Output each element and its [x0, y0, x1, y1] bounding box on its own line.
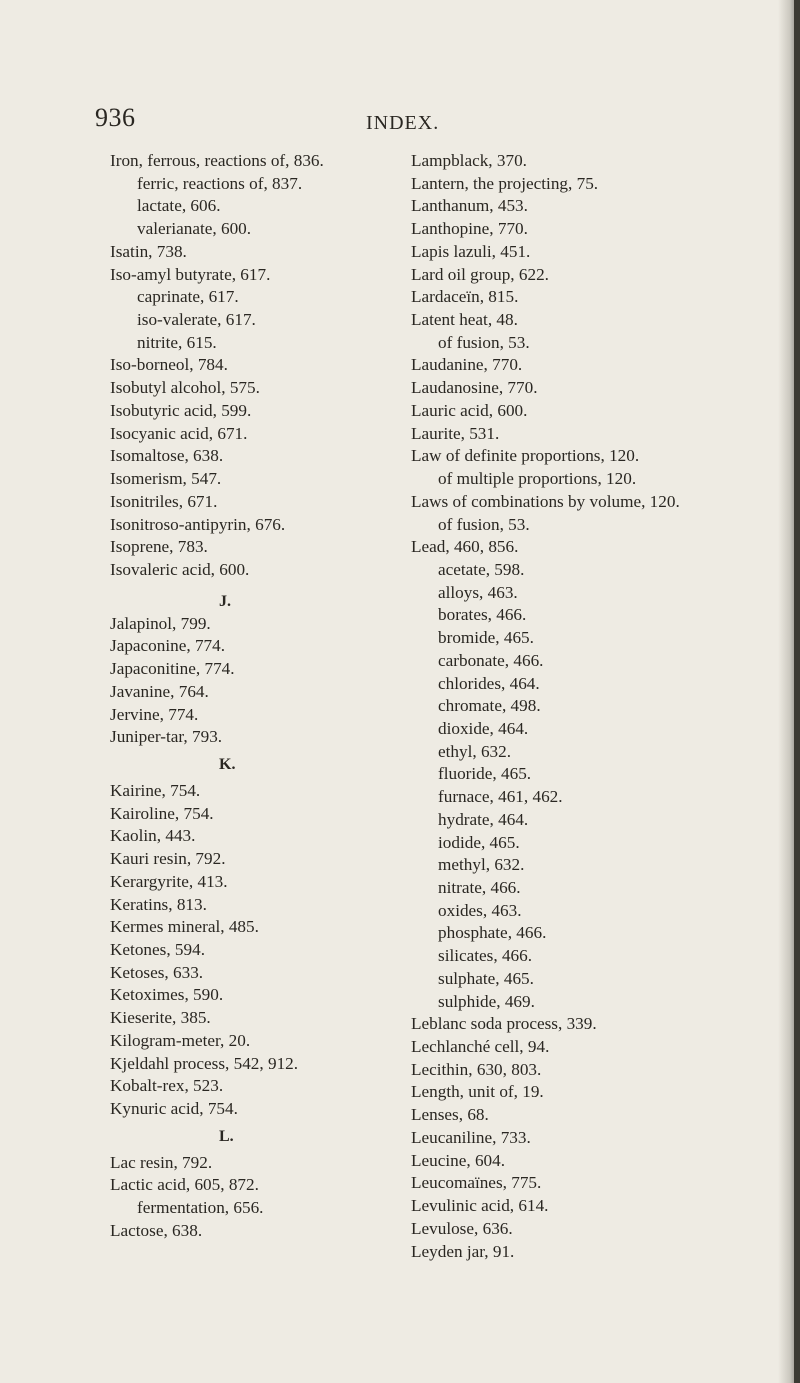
index-entry: Lactic acid, 605, 872. [110, 1175, 259, 1195]
index-entry: Lecithin, 630, 803. [411, 1059, 542, 1079]
index-entry: Isonitroso-antipyrin, 676. [110, 514, 286, 534]
index-entry: Leblanc soda process, 339. [411, 1014, 597, 1034]
index-entry: Isocyanic acid, 671. [110, 423, 248, 443]
page-title: INDEX. [366, 112, 440, 134]
index-entry: Kairoline, 754. [110, 803, 214, 823]
index-entry: Keratins, 813. [110, 894, 207, 914]
index-subentry: bromide, 465. [438, 628, 534, 648]
index-entry: Isomerism, 547. [110, 469, 222, 489]
index-entry: Isomaltose, 638. [110, 446, 224, 466]
index-subentry: iso-valerate, 617. [137, 310, 256, 330]
section-letter-k: K. [219, 755, 236, 773]
index-subentry: of fusion, 53. [438, 514, 530, 534]
index-entry: Lauric acid, 600. [411, 400, 528, 420]
index-entry: Jervine, 774. [110, 704, 199, 724]
index-entry: Lac resin, 792. [110, 1152, 213, 1172]
index-entry: Ketoses, 633. [110, 962, 204, 982]
index-entry: Lanthanum, 453. [411, 196, 528, 216]
index-entry: Japaconitine, 774. [110, 659, 235, 679]
index-subentry: caprinate, 617. [137, 287, 239, 307]
index-entry: Laurite, 531. [411, 423, 500, 443]
index-entry: Kaolin, 443. [110, 826, 196, 846]
index-entry: Iso-borneol, 784. [110, 355, 228, 375]
index-subentry: of multiple proportions, 120. [438, 469, 637, 489]
index-entry: Laudanosine, 770. [411, 378, 538, 398]
index-subentry: sulphide, 469. [438, 991, 535, 1011]
index-entry: Leyden jar, 91. [411, 1241, 515, 1261]
binding-edge [794, 0, 800, 1383]
index-entry: Leucomaïnes, 775. [411, 1173, 542, 1193]
index-entry: Kerargyrite, 413. [110, 871, 228, 891]
index-entry: Kynuric acid, 754. [110, 1099, 238, 1119]
index-entry: Law of definite proportions, 120. [411, 446, 640, 466]
index-entry: Kieserite, 385. [110, 1008, 211, 1028]
index-column-right [411, 150, 680, 1263]
index-entry: Isoprene, 783. [110, 537, 208, 557]
index-group-i [110, 150, 324, 582]
index-group-l-continued [411, 150, 680, 1263]
index-subentry: oxides, 463. [438, 900, 522, 920]
index-entry: Kermes mineral, 485. [110, 917, 259, 937]
index-entry: Lardaceïn, 815. [411, 287, 519, 307]
index-entry: Lantern, the projecting, 75. [411, 173, 599, 193]
index-subentry: nitrate, 466. [438, 878, 521, 897]
index-subentry: silicates, 466. [438, 946, 533, 966]
index-entry: Ketones, 594. [110, 940, 205, 959]
index-entry: Laudanine, 770. [411, 355, 523, 375]
index-entry: Iso-amyl butyrate, 617. [110, 264, 271, 284]
index-entry: Kauri resin, 792. [110, 849, 226, 869]
index-subentry: iodide, 465. [438, 832, 520, 852]
index-subentry: ethyl, 632. [438, 741, 512, 761]
page-number: 936 [95, 103, 136, 132]
index-entry: Lead, 460, 856. [411, 537, 519, 557]
index-entry: Juniper-tar, 793. [110, 727, 223, 747]
index-entry: Lampblack, 370. [411, 151, 527, 170]
index-subentry: sulphate, 465. [438, 968, 534, 988]
index-subentry: nitrite, 615. [137, 332, 217, 352]
index-entry: Iron, ferrous, reactions of, 836. [110, 151, 324, 170]
index-entry: Kjeldahl process, 542, 912. [110, 1053, 299, 1073]
index-entry: Lactose, 638. [110, 1220, 203, 1240]
section-letter-j: J. [219, 592, 231, 610]
index-entry: Latent heat, 48. [411, 310, 518, 330]
index-subentry: chlorides, 464. [438, 673, 540, 693]
index-entry: Isonitriles, 671. [110, 491, 218, 511]
index-subentry: phosphate, 466. [438, 923, 547, 943]
index-subentry: of fusion, 53. [438, 332, 530, 352]
index-subentry: ferric, reactions of, 837. [137, 173, 303, 193]
index-entry: Ketoximes, 590. [110, 985, 224, 1005]
index-entry: Laws of combinations by volume, 120. [411, 491, 680, 511]
index-subentry: fermentation, 656. [137, 1198, 264, 1218]
index-column-left [110, 150, 324, 1243]
index-group-k [110, 780, 324, 1121]
index-entry: Isatin, 738. [110, 241, 187, 261]
index-subentry: dioxide, 464. [438, 718, 529, 738]
index-entry: Javanine, 764. [110, 681, 209, 701]
index-subentry: carbonate, 466. [438, 650, 544, 670]
index-entry: Lechlanché cell, 94. [411, 1037, 550, 1057]
index-entry: Isobutyric acid, 599. [110, 400, 252, 420]
index-entry: Isovaleric acid, 600. [110, 559, 250, 579]
index-entry: Levulinic acid, 614. [411, 1196, 549, 1216]
index-entry: Kobalt-rex, 523. [110, 1076, 224, 1096]
index-entry: Kairine, 754. [110, 780, 201, 800]
index-subentry: borates, 466. [438, 605, 527, 625]
index-subentry: lactate, 606. [137, 196, 221, 216]
index-entry: Leucaniline, 733. [411, 1127, 531, 1147]
index-entry: Lapis lazuli, 451. [411, 241, 531, 261]
index-subentry: furnace, 461, 462. [438, 787, 563, 807]
index-group-j [110, 613, 324, 749]
index-entry: Lard oil group, 622. [411, 264, 549, 284]
index-subentry: valerianate, 600. [137, 219, 252, 239]
index-entry: Lenses, 68. [411, 1105, 489, 1125]
index-entry: Kilogram-meter, 20. [110, 1030, 251, 1050]
index-entry: Japaconine, 774. [110, 636, 226, 656]
index-subentry: acetate, 598. [438, 559, 525, 579]
index-subentry: fluoride, 465. [438, 764, 532, 784]
index-entry: Length, unit of, 19. [411, 1082, 544, 1102]
index-entry: Leucine, 604. [411, 1150, 506, 1170]
index-entry: Isobutyl alcohol, 575. [110, 378, 260, 398]
index-subentry: alloys, 463. [438, 582, 518, 602]
index-entry: Levulose, 636. [411, 1218, 513, 1238]
index-group-l [110, 1152, 324, 1243]
index-subentry: hydrate, 464. [438, 809, 529, 829]
section-letter-l: L. [219, 1127, 234, 1145]
index-entry: Jalapinol, 799. [110, 613, 211, 633]
index-entry: Lanthopine, 770. [411, 219, 528, 239]
index-subentry: methyl, 632. [438, 855, 525, 875]
index-subentry: chromate, 498. [438, 696, 541, 716]
